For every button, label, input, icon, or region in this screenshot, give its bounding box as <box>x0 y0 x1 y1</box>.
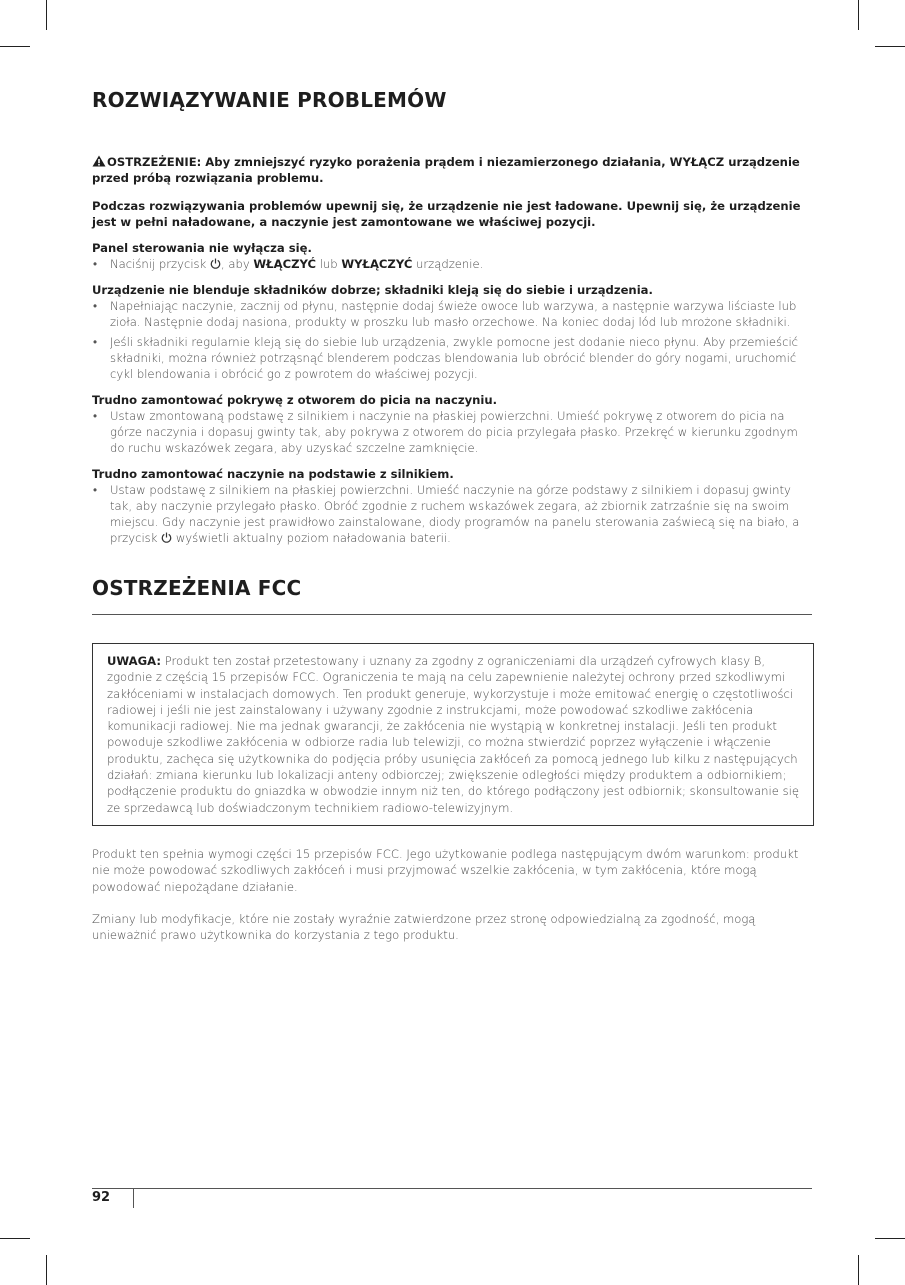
footer-separator <box>133 1188 134 1208</box>
issue-title: Trudno zamontować pokrywę z otworem do picia na naczyniu. <box>92 393 498 407</box>
list-item: • Jeśli składniki regularnie kleją się do siebie lub urządzenia, zwykle pomocne jest dodanie nieco płynu. Aby przemieścić składniki, można również potrząsnąć blenderem podczas blendowania lub obrócić blender do góry nogami, uruchomić cykl blendowania i obrócić go z powrotem do właściwej pozycji. <box>92 334 814 382</box>
issue-control-panel <box>92 240 814 272</box>
safety-warning <box>92 154 814 186</box>
issue-drinking-lid <box>92 392 814 456</box>
crop-mark <box>858 0 859 30</box>
list-item <box>92 482 814 546</box>
off-label: WYŁĄCZYĆ <box>341 257 413 271</box>
text: , aby <box>221 257 250 271</box>
crop-mark <box>875 1238 905 1239</box>
text: Ustaw podstawę z silnikiem na płaskiej powierzchni. Umieść naczynie na górze podstawy z silnikiem i dopasuj gwinty tak, aby naczynie przylegało płasko. Obróć zgodnie z ruchem wskazówek zegara, aż zbiornik zatrzaśnie się na swoim miejscu. Gdy naczynie jest prawidłowo zainstalowane, diody programów na panelu sterowania zaświecą się na biało, a przycisk <box>110 483 800 545</box>
issue-title: Urządzenie nie blenduje składników dobrze; składniki kleją się do siebie i urządzenia. <box>92 283 653 297</box>
page-content <box>92 88 814 943</box>
issue-title: Trudno zamontować naczynie na podstawie z silnikiem. <box>92 467 454 481</box>
issue-mounting-jar <box>92 466 814 546</box>
crop-mark <box>0 1238 30 1239</box>
list-item: • Ustaw zmontowaną podstawę z silnikiem i naczynie na płaskiej powierzchni. Umieść pokrywę z otworem do picia na górze naczynia i dopasuj gwinty tak, aby pokrywa z otworem do picia przylegała płasko. Przekręć w kierunku zgodnym do ruchu wskazówek zegara, aby uzyskać szczelne zamknięcie. <box>92 408 814 456</box>
crop-mark <box>46 1255 47 1285</box>
text: urządzenie. <box>416 257 484 271</box>
fcc-title: OSTRZEŻENIA FCC <box>92 576 302 600</box>
issue-title: Panel sterowania nie wyłącza się. <box>92 241 312 255</box>
bullet-list <box>92 256 814 272</box>
warning-triangle-icon <box>92 155 106 167</box>
page-footer <box>92 1188 814 1205</box>
warning-text: OSTRZEŻENIE: Aby zmniejszyć ryzyko porażenia prądem i niezamierzonego działania, WYŁĄCZ urządzenie przed próbą rozwiązania problemu. <box>92 155 800 185</box>
notice-label: UWAGA: <box>107 654 161 668</box>
troubleshooting-title: ROZWIĄZYWANIE PROBLEMÓW <box>92 88 447 112</box>
crop-mark <box>46 0 47 30</box>
text: wyświetli aktualny poziom naładowania baterii. <box>175 531 451 545</box>
notice-text: Produkt ten został przetestowany i uznany za zgodny z ograniczeniami dla urządzeń cyfrowych klasy B, zgodnie z częścią 15 przepisów FCC. Ograniczenia te mają na celu zapewnienie należytej ochrony przed szkodliwymi zakłóceniami w instalacjach domowych. Ten produkt generuje, wykorzystuje i może emitować energię o częstotliwości radiowej i jeśli nie jest zainstalowany i używany zgodnie z instrukcjami, może powodować szkodliwe zakłócenia komunikacji radiowej. Nie ma jednak gwarancji, że zakłócenia nie wystąpią w konkretnej instalacji. Jeśli ten produkt powoduje szkodliwe zakłócenia w odbiorze radia lub telewizji, co można stwierdzić poprzez wyłączenie i włączenie produktu, zachęca się użytkownika do podjęcia próby usunięcia zakłóceń za pomocą jednego lub kilku z następujących działań: zmiana kierunku lub lokalizacji anteny odbiorczej; zwiększenie odległości między produktem a odbiornikiem; podłączenie produktu do gniazdka w obwodzie innym niż ten, do którego podłączony jest odbiornik; skonsultowanie się ze sprzedawcą lub doświadczonym technikiem radiowo-telewizyjnym. <box>107 654 799 815</box>
divider <box>92 614 812 615</box>
fcc-paragraph: Produkt ten spełnia wymogi części 15 przepisów FCC. Jego użytkowanie podlega następującym dwóm warunkom: produkt nie może powodować szkodliwych zakłóceń i musi przyjmować wszelkie zakłócenia, w tym zakłócenia, które mogą powodować niepożądane działanie. <box>92 846 799 894</box>
fcc-paragraph: Zmiany lub modyfikacje, które nie zostały wyraźnie zatwierdzone przez stronę odpowiedzialną za zgodność, mogą unieważnić prawo użytkownika do korzystania z tego produktu. <box>92 911 756 943</box>
troubleshooting-intro: Podczas rozwiązywania problemów upewnij się, że urządzenie nie jest ładowane. Upewnij się, że urządzenie jest w pełni naładowane, a naczynie jest zamontowane we właściwej pozycji. <box>92 199 801 229</box>
crop-mark <box>875 46 905 47</box>
power-icon <box>161 532 172 543</box>
bullet-list <box>92 482 814 546</box>
bullet-list <box>92 298 814 382</box>
fcc-notice-box <box>92 643 814 826</box>
page-number: 92 <box>92 1190 111 1205</box>
list-item <box>92 256 814 272</box>
issue-blending <box>92 282 814 382</box>
on-label: WŁĄCZYĆ <box>253 257 317 271</box>
crop-mark <box>858 1255 859 1285</box>
footer-rule <box>92 1188 812 1189</box>
text: Naciśnij przycisk <box>110 257 207 271</box>
power-icon <box>210 258 221 269</box>
list-item: • Napełniając naczynie, zacznij od płynu, następnie dodaj świeże owoce lub warzywa, a następnie warzywa liściaste lub zioła. Następnie dodaj nasiona, produkty w proszku lub masło orzechowe. Na koniec dodaj lód lub mrożone składniki. <box>92 298 814 330</box>
text: lub <box>319 257 338 271</box>
bullet-list <box>92 408 814 456</box>
crop-mark <box>0 46 30 47</box>
